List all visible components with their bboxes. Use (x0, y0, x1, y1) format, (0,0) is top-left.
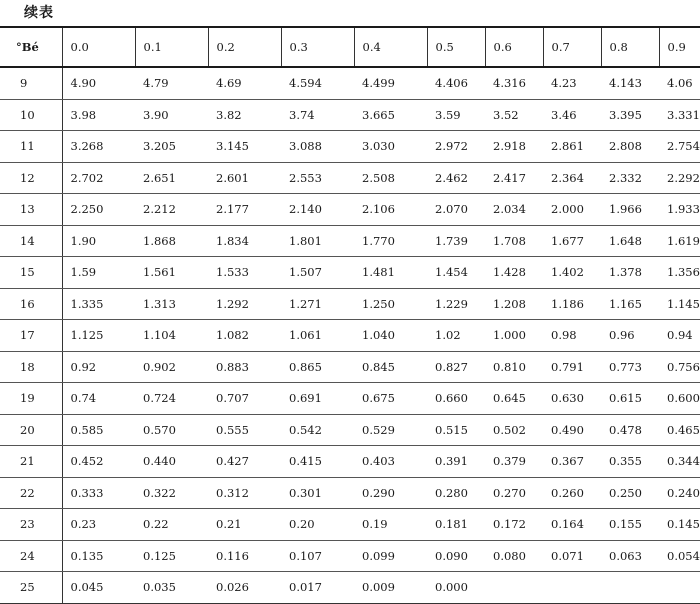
table-cell: 4.143 (601, 67, 659, 99)
table-cell: 0.155 (601, 509, 659, 541)
table-cell: 1.313 (135, 288, 208, 320)
table-cell: 3.145 (208, 131, 281, 163)
table-cell: 3.205 (135, 131, 208, 163)
table-row (0, 131, 700, 163)
table-cell: 3.98 (62, 99, 135, 131)
table-cell: 2.106 (354, 194, 427, 226)
row-be-label: 11 (0, 131, 62, 163)
table-cell: 1.165 (601, 288, 659, 320)
table-cell: 0.135 (62, 540, 135, 572)
table-cell: 1.271 (281, 288, 354, 320)
row-be-label: 21 (0, 446, 62, 478)
row-be-label: 14 (0, 225, 62, 257)
row-be-label: 20 (0, 414, 62, 446)
table-cell: 1.801 (281, 225, 354, 257)
table-cell: 2.364 (543, 162, 601, 194)
table-cell: 1.868 (135, 225, 208, 257)
table-cell: 1.378 (601, 257, 659, 289)
table-cell: 2.754 (659, 131, 700, 163)
header-col: 0.4 (354, 27, 427, 67)
header-col: 0.1 (135, 27, 208, 67)
table-cell: 0.107 (281, 540, 354, 572)
table-cell: 0.452 (62, 446, 135, 478)
row-be-label: 9 (0, 67, 62, 99)
table-cell: 0.630 (543, 383, 601, 415)
table-cell: 3.030 (354, 131, 427, 163)
table-cell: 4.79 (135, 67, 208, 99)
table-row (0, 446, 700, 478)
table-cell: 0.054 (659, 540, 700, 572)
table-cell: 0.250 (601, 477, 659, 509)
table-cell: 2.702 (62, 162, 135, 194)
table-cell: 0.22 (135, 509, 208, 541)
table-cell: 0.21 (208, 509, 281, 541)
table-cell: 0.260 (543, 477, 601, 509)
row-be-label: 17 (0, 320, 62, 352)
table-cell: 0.502 (485, 414, 543, 446)
table-cell: 3.82 (208, 99, 281, 131)
row-be-label: 15 (0, 257, 62, 289)
table-cell: 3.59 (427, 99, 485, 131)
table-cell: 0.290 (354, 477, 427, 509)
table-cell: 0.810 (485, 351, 543, 383)
table-cell: 0.478 (601, 414, 659, 446)
table-cell: 0.415 (281, 446, 354, 478)
table-cell: 1.335 (62, 288, 135, 320)
table-cell: 0.080 (485, 540, 543, 572)
table-cell: 1.040 (354, 320, 427, 352)
table-cell: 1.125 (62, 320, 135, 352)
table-cell: 0.322 (135, 477, 208, 509)
row-be-label: 13 (0, 194, 62, 226)
table-cell: 1.933 (659, 194, 700, 226)
table-cell: 3.46 (543, 99, 601, 131)
table-cell: 0.172 (485, 509, 543, 541)
table-row (0, 540, 700, 572)
table-cell: 0.312 (208, 477, 281, 509)
table-cell: 4.06 (659, 67, 700, 99)
table-cell: 0.280 (427, 477, 485, 509)
table-cell: 4.69 (208, 67, 281, 99)
table-row (0, 509, 700, 541)
table-cell: 2.332 (601, 162, 659, 194)
row-be-label: 23 (0, 509, 62, 541)
table-row (0, 225, 700, 257)
table-cell: 0.035 (135, 572, 208, 604)
table-cell (543, 572, 601, 604)
row-be-label: 19 (0, 383, 62, 415)
table-cell: 0.660 (427, 383, 485, 415)
table-cell: 0.164 (543, 509, 601, 541)
table-cell: 0.009 (354, 572, 427, 604)
data-table-container (0, 26, 700, 604)
header-col: 0.2 (208, 27, 281, 67)
table-cell: 0.063 (601, 540, 659, 572)
table-cell: 0.090 (427, 540, 485, 572)
table-cell: 1.145 (659, 288, 700, 320)
table-cell: 2.651 (135, 162, 208, 194)
table-cell: 2.140 (281, 194, 354, 226)
table-cell: 1.966 (601, 194, 659, 226)
table-cell: 4.406 (427, 67, 485, 99)
table-cell: 1.708 (485, 225, 543, 257)
table-cell: 2.177 (208, 194, 281, 226)
table-cell: 0.017 (281, 572, 354, 604)
table-cell: 2.972 (427, 131, 485, 163)
table-cell: 0.379 (485, 446, 543, 478)
table-cell: 3.395 (601, 99, 659, 131)
table-cell: 2.070 (427, 194, 485, 226)
header-col: 0.0 (62, 27, 135, 67)
header-col: 0.3 (281, 27, 354, 67)
table-cell: 0.570 (135, 414, 208, 446)
table-cell: 0.791 (543, 351, 601, 383)
table-body (0, 67, 700, 603)
table-cell: 0.94 (659, 320, 700, 352)
header-col: 0.8 (601, 27, 659, 67)
table-cell (485, 572, 543, 604)
table-cell: 0.585 (62, 414, 135, 446)
table-caption: 续表 (24, 5, 54, 21)
table-cell: 2.808 (601, 131, 659, 163)
table-cell: 0.902 (135, 351, 208, 383)
table-cell: 0.23 (62, 509, 135, 541)
row-be-label: 24 (0, 540, 62, 572)
table-cell: 0.74 (62, 383, 135, 415)
table-cell: 4.90 (62, 67, 135, 99)
table-cell: 2.601 (208, 162, 281, 194)
table-cell: 1.104 (135, 320, 208, 352)
table-cell: 0.96 (601, 320, 659, 352)
table-cell: 0.367 (543, 446, 601, 478)
table-cell: 2.250 (62, 194, 135, 226)
table-cell: 1.292 (208, 288, 281, 320)
table-cell: 0.145 (659, 509, 700, 541)
table-cell: 1.59 (62, 257, 135, 289)
table-cell: 1.454 (427, 257, 485, 289)
table-cell: 2.034 (485, 194, 543, 226)
header-col: 0.7 (543, 27, 601, 67)
table-cell: 0.827 (427, 351, 485, 383)
row-be-label: 12 (0, 162, 62, 194)
table-cell: 0.724 (135, 383, 208, 415)
table-cell: 1.834 (208, 225, 281, 257)
table-cell: 3.90 (135, 99, 208, 131)
table-cell (659, 572, 700, 604)
table-row (0, 162, 700, 194)
table-row (0, 67, 700, 99)
table-cell: 0.515 (427, 414, 485, 446)
row-be-label: 10 (0, 99, 62, 131)
table-cell: 2.292 (659, 162, 700, 194)
table-cell: 1.561 (135, 257, 208, 289)
table-cell: 1.90 (62, 225, 135, 257)
table-cell: 0.465 (659, 414, 700, 446)
row-be-label: 25 (0, 572, 62, 604)
table-cell: 1.250 (354, 288, 427, 320)
table-cell: 4.594 (281, 67, 354, 99)
table-cell: 3.268 (62, 131, 135, 163)
table-cell: 0.98 (543, 320, 601, 352)
header-be: °Bé (0, 27, 62, 67)
table-cell: 1.428 (485, 257, 543, 289)
table-cell: 4.23 (543, 67, 601, 99)
table-cell: 2.212 (135, 194, 208, 226)
table-row (0, 257, 700, 289)
table-cell: 0.600 (659, 383, 700, 415)
table-cell: 0.615 (601, 383, 659, 415)
table-cell: 0.691 (281, 383, 354, 415)
table-cell: 0.099 (354, 540, 427, 572)
table-cell: 1.739 (427, 225, 485, 257)
table-cell: 1.061 (281, 320, 354, 352)
table-row (0, 320, 700, 352)
header-col: 0.9 (659, 27, 700, 67)
table-cell: 2.553 (281, 162, 354, 194)
table-row (0, 414, 700, 446)
table-cell: 0.756 (659, 351, 700, 383)
header-row (0, 27, 700, 67)
table-cell: 0.555 (208, 414, 281, 446)
table-cell (601, 572, 659, 604)
table-cell: 0.116 (208, 540, 281, 572)
table-row (0, 351, 700, 383)
table-cell: 0.645 (485, 383, 543, 415)
table-cell: 0.707 (208, 383, 281, 415)
table-row (0, 572, 700, 604)
table-cell: 1.648 (601, 225, 659, 257)
table-cell: 0.000 (427, 572, 485, 604)
table-cell: 2.861 (543, 131, 601, 163)
header-col: 0.5 (427, 27, 485, 67)
table-cell: 0.403 (354, 446, 427, 478)
table-cell: 1.770 (354, 225, 427, 257)
table-cell: 0.045 (62, 572, 135, 604)
table-cell: 0.270 (485, 477, 543, 509)
table-cell: 1.533 (208, 257, 281, 289)
table-cell: 1.356 (659, 257, 700, 289)
table-cell: 0.240 (659, 477, 700, 509)
table-cell: 0.355 (601, 446, 659, 478)
table-cell: 3.331 (659, 99, 700, 131)
table-cell: 0.542 (281, 414, 354, 446)
table-cell: 1.481 (354, 257, 427, 289)
table-cell: 2.417 (485, 162, 543, 194)
table-cell: 0.391 (427, 446, 485, 478)
table-row (0, 477, 700, 509)
table-cell: 2.918 (485, 131, 543, 163)
table-cell: 3.088 (281, 131, 354, 163)
table-cell: 4.499 (354, 67, 427, 99)
table-cell: 0.427 (208, 446, 281, 478)
table-cell: 0.773 (601, 351, 659, 383)
row-be-label: 18 (0, 351, 62, 383)
table-cell: 1.208 (485, 288, 543, 320)
table-cell: 0.125 (135, 540, 208, 572)
header-col: 0.6 (485, 27, 543, 67)
table-row (0, 383, 700, 415)
table-cell: 1.02 (427, 320, 485, 352)
table-row (0, 99, 700, 131)
table-cell: 0.529 (354, 414, 427, 446)
table-cell: 0.19 (354, 509, 427, 541)
table-cell: 3.52 (485, 99, 543, 131)
table-cell: 3.74 (281, 99, 354, 131)
table-cell: 0.675 (354, 383, 427, 415)
table-row (0, 194, 700, 226)
table-cell: 3.665 (354, 99, 427, 131)
table-cell: 0.865 (281, 351, 354, 383)
table-cell: 1.402 (543, 257, 601, 289)
table-cell: 2.000 (543, 194, 601, 226)
table-cell: 0.440 (135, 446, 208, 478)
table-cell: 0.92 (62, 351, 135, 383)
baume-table (0, 26, 700, 604)
table-cell: 1.000 (485, 320, 543, 352)
table-cell: 1.186 (543, 288, 601, 320)
table-cell: 0.883 (208, 351, 281, 383)
row-be-label: 22 (0, 477, 62, 509)
table-cell: 0.490 (543, 414, 601, 446)
table-cell: 0.845 (354, 351, 427, 383)
table-cell: 1.677 (543, 225, 601, 257)
table-cell: 0.301 (281, 477, 354, 509)
table-cell: 0.20 (281, 509, 354, 541)
table-cell: 1.619 (659, 225, 700, 257)
table-cell: 0.333 (62, 477, 135, 509)
table-cell: 0.181 (427, 509, 485, 541)
table-cell: 1.507 (281, 257, 354, 289)
table-cell: 0.344 (659, 446, 700, 478)
table-cell: 1.082 (208, 320, 281, 352)
table-cell: 0.071 (543, 540, 601, 572)
table-cell: 2.508 (354, 162, 427, 194)
table-row (0, 288, 700, 320)
table-cell: 1.229 (427, 288, 485, 320)
table-cell: 2.462 (427, 162, 485, 194)
row-be-label: 16 (0, 288, 62, 320)
table-cell: 4.316 (485, 67, 543, 99)
table-cell: 0.026 (208, 572, 281, 604)
